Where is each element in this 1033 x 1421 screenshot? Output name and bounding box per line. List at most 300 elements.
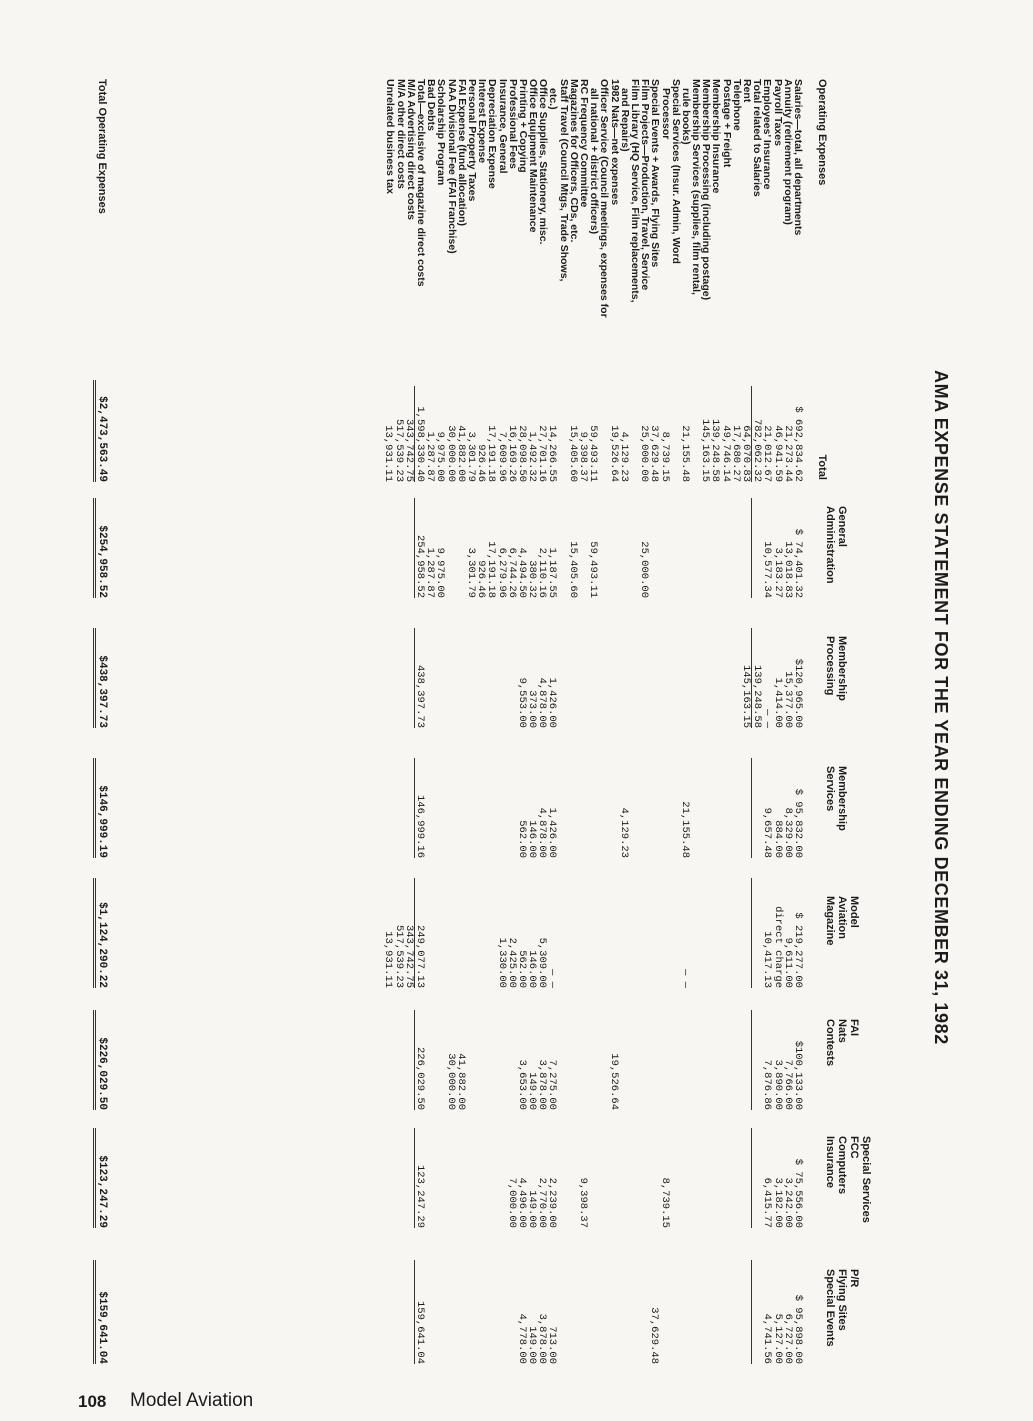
page-number: 108	[78, 1392, 107, 1411]
expense-label: Payroll Taxes	[771, 79, 784, 146]
value-cell-mp	[394, 628, 404, 728]
value-cell-mam	[425, 878, 435, 988]
value-cell-general	[659, 498, 669, 598]
value-cell-mam: 343,742.75	[402, 924, 415, 988]
value-cell-ms: 884.00	[771, 820, 784, 858]
total-column	[383, 386, 803, 482]
header-model-aviation-magazine: Model Aviation Magazine	[824, 896, 860, 946]
expense-label: Salaries—total, all departments	[792, 79, 804, 236]
value-cell-ms	[394, 758, 404, 858]
value-cell-ss	[710, 1128, 720, 1228]
value-cell-pr	[486, 1260, 496, 1364]
value-cell-total: 30,000.00	[444, 425, 457, 482]
value-cell-mp	[690, 628, 700, 728]
value-cell-total: 21,012.67	[761, 425, 774, 482]
value-cell-ss	[588, 1128, 598, 1228]
value-cell-fai	[383, 1010, 393, 1110]
value-cell-mp	[700, 628, 710, 728]
value-cell-ms	[404, 758, 414, 858]
value-cell-total: 59,493.11	[587, 425, 600, 482]
value-cell-total: 15,405.60	[566, 425, 579, 482]
value-cell-general: 3,183.27	[771, 547, 784, 598]
expense-label: etc.)	[547, 88, 560, 110]
value-cell-pr	[568, 1260, 578, 1364]
value-cell-mam: 5,309.00	[536, 937, 549, 988]
value-cell-ms	[629, 758, 639, 858]
value-cell-mp	[496, 628, 506, 728]
value-cell-general: 3,301.79	[465, 547, 477, 598]
value-cell-general	[598, 498, 608, 598]
value-cell-pr	[598, 1260, 608, 1364]
value-cell-mam	[476, 878, 486, 988]
value-cell-fai	[710, 1010, 720, 1110]
value-cell-fai: 30,000.00	[444, 1053, 457, 1110]
value-cell-general	[731, 498, 741, 598]
value-cell-mp	[619, 628, 629, 728]
value-cell-mp: 1,414.00	[771, 677, 784, 728]
value-cell-ss: 4,496.00	[515, 1177, 528, 1228]
membership-services-column	[383, 758, 803, 858]
value-cell-total: 28,098.50	[515, 425, 528, 482]
value-cell-pr	[710, 1260, 720, 1364]
value-cell-ms	[710, 758, 720, 858]
value-cell-fai	[425, 1010, 435, 1110]
value-cell-fai	[680, 1010, 690, 1110]
expense-label: Annuity (retirement program)	[781, 79, 794, 225]
value-cell-ss: 123,247.29	[414, 1128, 425, 1228]
expense-label: Depreciation Expense	[486, 79, 499, 189]
value-cell-ss	[435, 1128, 445, 1228]
value-cell-fai	[670, 1010, 680, 1110]
value-cell-mam: 517,539.23	[392, 924, 405, 988]
value-cell-general	[690, 498, 700, 598]
special-services-total-value: $123,247.29	[93, 1128, 108, 1228]
value-cell-ms: 9,657.48	[761, 807, 774, 858]
value-cell-mp: $120,965.00	[792, 658, 804, 728]
value-cell-mam: — —	[546, 969, 559, 988]
value-cell-mam: direct charge	[771, 906, 784, 988]
expense-label: Personal Property Taxes	[466, 79, 478, 202]
value-cell-fai: 41,882.00	[454, 1053, 467, 1110]
value-cell-mp	[680, 628, 690, 728]
value-cell-mam	[445, 878, 455, 988]
total-operating-expenses-label: Total Operating Expenses	[96, 79, 108, 214]
expense-label: M/A Advertising direct costs	[404, 79, 417, 221]
value-cell-mp	[710, 628, 720, 728]
value-cell-ms	[425, 758, 435, 858]
value-cell-ms: 146.00	[526, 820, 539, 858]
value-cell-pr	[659, 1260, 669, 1364]
value-cell-ss	[649, 1128, 659, 1228]
value-cell-fai: 226,029.50	[414, 1010, 425, 1110]
value-cell-total: 21,155.48	[678, 425, 691, 482]
expense-label: RC Frequency Committee	[578, 79, 591, 208]
value-cell-ss	[598, 1128, 608, 1228]
value-cell-total: 517,539.23	[392, 418, 405, 482]
value-cell-mp: 373.00	[526, 690, 539, 728]
value-cell-general: 6,279.96	[495, 547, 508, 598]
value-cell-mp	[639, 628, 649, 728]
value-cell-fai	[659, 1010, 669, 1110]
expense-label: and Repairs)	[618, 88, 631, 152]
value-cell-ss	[700, 1128, 710, 1228]
value-cell-fai	[486, 1010, 496, 1110]
value-cell-ms	[568, 758, 578, 858]
expense-label: Staff Travel (Council Mtgs, Trade Shows,	[557, 79, 570, 282]
value-cell-mp	[578, 628, 588, 728]
value-cell-fai: 7,876.86	[761, 1059, 774, 1110]
expense-label: Processor	[659, 88, 672, 140]
value-cell-mam	[721, 878, 731, 988]
expense-label: Office Equipment Maintenance	[527, 79, 540, 233]
value-cell-general	[721, 498, 731, 598]
value-cell-ss	[466, 1128, 476, 1228]
value-cell-mp	[670, 628, 680, 728]
value-cell-general: 13,018.83	[781, 541, 794, 598]
value-cell-fai	[558, 1010, 568, 1110]
value-cell-ms	[456, 758, 466, 858]
expense-label: Officer Service (Council meetings, expenses for	[598, 79, 611, 318]
value-cell-ms	[383, 758, 393, 858]
value-cell-total: $ 692,834.62	[792, 406, 804, 482]
value-cell-pr	[476, 1260, 486, 1364]
value-cell-general	[404, 498, 414, 598]
value-cell-fai	[466, 1010, 476, 1110]
value-cell-ms	[486, 758, 496, 858]
value-cell-mam	[649, 878, 659, 988]
value-cell-mam: 562.00	[515, 950, 528, 988]
value-cell-ss	[476, 1128, 486, 1228]
expense-label: Special Events + Awards, Flying Sites	[649, 79, 662, 268]
value-cell-pr	[680, 1260, 690, 1364]
publication-name: Model Aviation	[130, 1390, 254, 1411]
value-cell-mp	[456, 628, 466, 728]
value-cell-total: 19,526.64	[607, 425, 620, 482]
general-administration-column	[383, 498, 803, 598]
membership-processing-column	[383, 628, 803, 728]
expense-label: Total related to Salaries	[751, 79, 764, 197]
value-cell-pr	[629, 1260, 639, 1364]
value-cell-ss: 6,415.77	[761, 1177, 774, 1228]
expense-label: Office Supplies, Stationery, misc.	[537, 79, 550, 245]
value-cell-mp	[649, 628, 659, 728]
value-cell-total: 46,941.59	[771, 425, 784, 482]
value-cell-general	[394, 498, 404, 598]
value-cell-mp	[568, 628, 578, 728]
value-cell-mam	[588, 878, 598, 988]
value-cell-ss	[445, 1128, 455, 1228]
expense-label: Membership Services (supplies, film rental,	[690, 79, 703, 295]
expense-label: Rent	[741, 79, 754, 103]
value-cell-fai	[721, 1010, 731, 1110]
value-cell-ss	[404, 1128, 414, 1228]
value-cell-total: 64,070.83	[740, 425, 753, 482]
value-cell-general: 9,975.00	[434, 547, 447, 598]
value-cell-mam: 13,931.11	[382, 931, 395, 988]
value-cell-total: 9,398.37	[577, 431, 590, 482]
value-cell-mam	[710, 878, 720, 988]
value-cell-total: 49,746.14	[719, 425, 732, 482]
expense-label: Membership Processing (including postage)	[700, 79, 713, 301]
value-cell-ss: 3,242.00	[781, 1177, 794, 1228]
value-cell-pr: 4,741.56	[761, 1313, 774, 1364]
value-cell-ms: 8,329.00	[781, 807, 794, 858]
value-cell-mam: 1,330.00	[495, 937, 508, 988]
value-cell-mp: 9,553.00	[515, 677, 528, 728]
value-cell-ss: 149.00	[526, 1190, 539, 1228]
header-fai-nats-contests: FAI Nats Contests	[824, 1019, 860, 1067]
value-cell-mam	[466, 878, 476, 988]
value-cell-mp	[466, 628, 476, 728]
value-cell-pr	[578, 1260, 588, 1364]
value-cell-pr	[558, 1260, 568, 1364]
value-cell-pr: 3,878.00	[536, 1313, 549, 1364]
value-cell-fai: 7,275.00	[546, 1059, 559, 1110]
value-cell-pr	[496, 1260, 506, 1364]
value-cell-fai	[690, 1010, 700, 1110]
value-cell-ms	[558, 758, 568, 858]
expense-label: Professional Fees	[506, 79, 519, 169]
value-cell-general	[670, 498, 680, 598]
fai-nats-contests-column	[383, 1010, 803, 1110]
value-cell-pr	[619, 1260, 629, 1364]
value-cell-mam	[568, 878, 578, 988]
expense-label: FAI Expense (fund allocation)	[455, 79, 468, 227]
value-cell-ss: $ 75,556.00	[792, 1158, 804, 1228]
value-cell-mp: 4,878.00	[536, 677, 549, 728]
value-cell-mam	[659, 878, 669, 988]
value-cell-fai: 149.00	[526, 1072, 539, 1110]
value-cell-total: 41,882.00	[454, 425, 467, 482]
value-cell-general	[619, 498, 629, 598]
value-cell-general: 1,287.87	[424, 547, 437, 598]
value-cell-pr	[445, 1260, 455, 1364]
expense-label: NAA Divisional Fee (FAI Franchise)	[445, 79, 458, 254]
value-cell-pr	[588, 1260, 598, 1364]
value-cell-total: 37,629.48	[648, 425, 661, 482]
expense-label: Printing + Copying	[516, 79, 529, 173]
value-cell-pr: 713.00	[546, 1326, 559, 1364]
value-cell-ms: 1,426.00	[546, 807, 559, 858]
value-cell-total: 17,191.18	[485, 425, 498, 482]
value-cell-pr	[435, 1260, 445, 1364]
value-cell-mam: 9,611.00	[781, 937, 794, 988]
value-cell-mam: 10,417.13	[761, 931, 774, 988]
value-cell-ms	[445, 758, 455, 858]
value-cell-pr: 159,641.04	[414, 1260, 425, 1364]
expense-label: M/A other direct costs	[394, 79, 407, 189]
value-cell-general	[710, 498, 720, 598]
value-cell-total: 145,163.15	[699, 418, 712, 482]
expense-label: Scholarship Program	[435, 79, 448, 186]
value-cell-mam: 249,077.13	[414, 878, 425, 988]
value-cell-total: 25,000.00	[638, 425, 651, 482]
value-cell-fai	[700, 1010, 710, 1110]
value-cell-mp	[476, 628, 486, 728]
value-cell-mp	[425, 628, 435, 728]
value-cell-mp	[445, 628, 455, 728]
value-cell-fai	[731, 1010, 741, 1110]
value-cell-mam: 2,425.00	[505, 937, 518, 988]
value-cell-mam: $ 219,277.00	[792, 912, 804, 988]
value-cell-general: 17,191.18	[485, 541, 498, 598]
value-cell-general	[383, 498, 393, 598]
value-cell-total: 27,701.16	[536, 425, 549, 482]
value-cell-pr: 37,629.48	[648, 1307, 661, 1364]
value-cell-fai: $100,133.00	[792, 1040, 804, 1110]
value-cell-fai	[588, 1010, 598, 1110]
value-cell-mp	[598, 628, 608, 728]
value-cell-pr: 4,778.00	[515, 1313, 528, 1364]
value-cell-pr: 149.00	[526, 1326, 539, 1364]
value-cell-general: 59,493.11	[587, 541, 600, 598]
value-cell-total: 21,273.44	[781, 425, 794, 482]
value-cell-mp: 15,377.00	[781, 671, 794, 728]
value-cell-ss: 9,398.37	[577, 1177, 590, 1228]
value-cell-mp: 1,426.00	[546, 677, 559, 728]
expense-label: Film Projects—Production, Travel, Service	[639, 79, 652, 291]
value-cell-total: 14,266.55	[546, 425, 559, 482]
value-cell-pr	[608, 1260, 618, 1364]
grand-total-value: $2,473,563.49	[93, 380, 108, 482]
fai-total-value: $226,029.50	[93, 1010, 108, 1110]
value-cell-mam: — —	[678, 969, 691, 988]
value-cell-pr	[456, 1260, 466, 1364]
header-membership-processing: Membership Processing	[824, 636, 848, 701]
value-cell-mam: 146.00	[526, 950, 539, 988]
expense-label: all national + district officers)	[588, 88, 601, 235]
value-cell-general: 926.46	[475, 560, 488, 598]
page-title: AMA EXPENSE STATEMENT FOR THE YEAR ENDING DECEMBER 31, 1982	[931, 370, 951, 1045]
value-cell-mam	[435, 878, 445, 988]
value-cell-mp	[558, 628, 568, 728]
value-cell-general: 380.32	[526, 560, 539, 598]
value-cell-total: 343,742.75	[402, 418, 415, 482]
value-cell-total: 3,301.79	[465, 431, 477, 482]
expense-label: Magazines for Officers, CDs, etc.	[567, 79, 580, 243]
value-cell-total	[598, 386, 608, 482]
header-operating-expenses: Operating Expenses	[816, 79, 828, 186]
value-cell-ms	[721, 758, 731, 858]
value-cell-ss	[731, 1128, 741, 1228]
value-cell-fai	[639, 1010, 649, 1110]
value-cell-mam	[731, 878, 741, 988]
value-cell-ms	[466, 758, 476, 858]
value-cell-general	[608, 498, 618, 598]
expense-label: 1982 Nats—net expenses	[608, 79, 621, 206]
value-cell-mam	[456, 878, 466, 988]
value-cell-ss	[629, 1128, 639, 1228]
value-cell-ss	[639, 1128, 649, 1228]
value-cell-general	[700, 498, 710, 598]
value-cell-pr	[404, 1260, 414, 1364]
header-general-administration: General Administration	[824, 506, 848, 584]
value-cell-ss	[608, 1128, 618, 1228]
value-cell-ss: 3,182.00	[771, 1177, 784, 1228]
value-cell-general: $ 74,401.32	[792, 528, 804, 598]
value-cell-ss	[425, 1128, 435, 1228]
model-aviation-magazine-column	[383, 878, 803, 988]
pr-total-value: $159,641.04	[93, 1260, 108, 1364]
value-cell-pr	[731, 1260, 741, 1364]
value-cell-pr	[721, 1260, 731, 1364]
value-cell-mp: — —	[761, 709, 774, 728]
value-cell-ms: $ 95,832.00	[792, 788, 804, 858]
expense-label: Film Library (HQ Service, Film replacements,	[629, 79, 641, 303]
value-cell-fai: 3,890.00	[771, 1059, 784, 1110]
value-cell-ss	[741, 1128, 751, 1228]
value-cell-mp	[486, 628, 496, 728]
value-cell-ms	[690, 758, 700, 858]
value-cell-ms: 4,878.00	[536, 807, 549, 858]
value-cell-general	[649, 498, 659, 598]
value-cell-mp	[721, 628, 731, 728]
value-cell-total: 139,248.58	[709, 418, 722, 482]
value-cell-mp	[629, 628, 639, 728]
header-total: Total	[816, 454, 828, 480]
value-cell-fai	[476, 1010, 486, 1110]
pr-flying-sites-column	[383, 1260, 803, 1364]
membership-processing-total-value: $438,397.73	[93, 628, 108, 728]
value-cell-general	[741, 498, 751, 598]
value-cell-ss	[486, 1128, 496, 1228]
value-cell-ms	[496, 758, 506, 858]
value-cell-general: 6,744.26	[505, 547, 518, 598]
value-cell-fai	[394, 1010, 404, 1110]
expense-label: Employees' Insurance	[761, 79, 774, 190]
value-cell-ms	[435, 758, 445, 858]
value-cell-fai	[598, 1010, 608, 1110]
value-cell-ms	[700, 758, 710, 858]
value-cell-fai: 7,766.00	[781, 1059, 794, 1110]
value-cell-ms	[731, 758, 741, 858]
special-services-column	[383, 1128, 803, 1228]
magazine-total-value: $1,124,290.22	[93, 878, 108, 988]
value-cell-mam	[700, 878, 710, 988]
value-cell-ms	[639, 758, 649, 858]
value-cell-ms: 146,999.16	[414, 758, 425, 858]
expense-label: rule books)	[679, 88, 692, 145]
value-cell-ss	[680, 1128, 690, 1228]
value-cell-pr	[466, 1260, 476, 1364]
value-cell-general: 2,110.16	[536, 547, 549, 598]
expense-label: Special Services (Insur. Admin, Word	[669, 79, 682, 264]
value-cell-fai	[568, 1010, 578, 1110]
value-cell-fai	[435, 1010, 445, 1110]
value-cell-ms	[649, 758, 659, 858]
value-cell-pr	[394, 1260, 404, 1364]
value-cell-mam	[558, 878, 568, 988]
value-cell-ms	[588, 758, 598, 858]
value-cell-mp: 438,397.73	[414, 628, 425, 728]
membership-services-total-value: $146,999.19	[93, 758, 108, 858]
value-cell-fai	[619, 1010, 629, 1110]
header-membership-services: Membership Services	[824, 766, 848, 831]
value-cell-general: 254,958.52	[414, 498, 425, 598]
value-cell-ms	[476, 758, 486, 858]
value-cell-ss	[721, 1128, 731, 1228]
value-cell-mam	[619, 878, 629, 988]
value-cell-total: 1,287.87	[424, 431, 437, 482]
value-cell-ms	[598, 758, 608, 858]
value-cell-ss	[558, 1128, 568, 1228]
value-cell-mp	[435, 628, 445, 728]
value-cell-total: 782,062.32	[751, 386, 762, 482]
header-pr-flying-sites: P/R Flying Sites Special Events	[824, 1269, 860, 1347]
expense-label: Unrelated business tax	[384, 79, 397, 194]
value-cell-ms	[741, 758, 751, 858]
value-cell-ss	[690, 1128, 700, 1228]
